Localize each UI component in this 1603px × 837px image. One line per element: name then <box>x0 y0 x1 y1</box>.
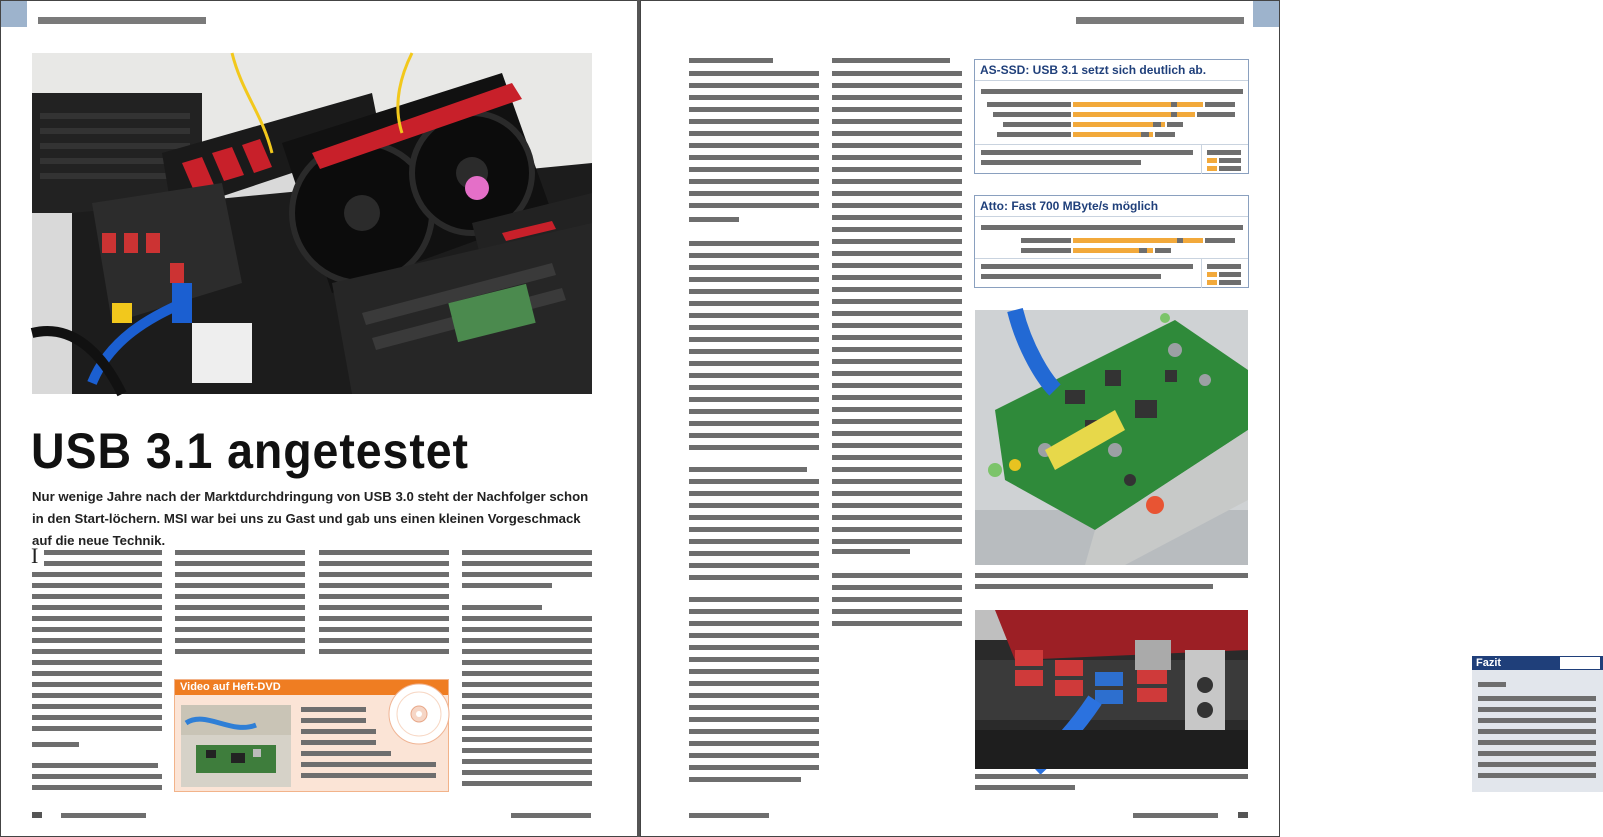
text-line <box>689 58 773 63</box>
text-line <box>462 759 592 764</box>
text-line <box>462 583 552 588</box>
text-line <box>832 515 962 520</box>
chart-box-title: AS-SSD: USB 3.1 setzt sich deutlich ab. <box>980 63 1207 77</box>
text-line <box>462 737 592 742</box>
chart-bar <box>1153 122 1161 127</box>
text-line <box>175 550 305 555</box>
chart-label <box>987 102 1071 107</box>
text-line <box>689 179 819 184</box>
text-line <box>689 681 819 686</box>
text-line <box>32 638 162 643</box>
page-corner-tab <box>1 1 27 27</box>
text-line <box>832 407 962 412</box>
divider <box>975 80 1248 81</box>
text-line <box>689 397 819 402</box>
caption-line <box>975 573 1248 578</box>
text-line <box>319 550 449 555</box>
drop-cap: I <box>31 543 39 568</box>
page-number-marker <box>32 812 42 818</box>
text-line <box>832 287 962 292</box>
text-line <box>462 682 592 687</box>
text-line <box>689 203 819 208</box>
text-line <box>689 373 819 378</box>
running-header <box>1076 17 1244 24</box>
text-line <box>462 748 592 753</box>
text-line <box>981 274 1161 279</box>
hero-photo-motherboard <box>32 53 592 394</box>
text-line <box>689 705 819 710</box>
caption-line <box>975 584 1213 589</box>
text-line <box>832 585 962 590</box>
text-line <box>832 227 962 232</box>
text-line <box>832 299 962 304</box>
text-line <box>832 191 962 196</box>
text-line <box>689 385 819 390</box>
text-line <box>689 717 819 722</box>
text-line <box>689 777 801 782</box>
chart-bar <box>1141 132 1149 137</box>
text-line <box>462 605 542 610</box>
text-line <box>832 383 962 388</box>
text-line <box>689 95 819 100</box>
text-line <box>319 605 449 610</box>
chart-bar <box>1177 112 1195 117</box>
text-line <box>462 616 592 621</box>
text-line <box>1478 682 1506 687</box>
text-line <box>301 729 376 734</box>
text-line <box>832 573 962 578</box>
text-line <box>689 191 819 196</box>
text-line <box>689 241 819 246</box>
text-line <box>462 561 592 566</box>
text-line <box>689 669 819 674</box>
text-line <box>32 605 162 610</box>
chart-bar <box>1073 132 1141 137</box>
legend-line <box>1207 150 1241 155</box>
text-line <box>32 594 162 599</box>
text-line <box>832 419 962 424</box>
text-line <box>832 107 962 112</box>
text-line <box>32 704 162 709</box>
text-line <box>1478 773 1596 778</box>
text-line <box>832 503 962 508</box>
text-line <box>981 264 1193 269</box>
text-line <box>689 445 819 450</box>
text-line <box>32 763 158 768</box>
text-line <box>175 627 305 632</box>
text-line <box>689 657 819 662</box>
text-line <box>462 770 592 775</box>
chart-bar <box>1149 132 1153 137</box>
text-line <box>689 277 819 282</box>
legend-line <box>1219 166 1241 171</box>
text-line <box>32 693 162 698</box>
text-line <box>32 583 162 588</box>
text-line <box>319 583 449 588</box>
chart-box-title: Atto: Fast 700 MByte/s möglich <box>980 199 1159 213</box>
text-line <box>689 107 819 112</box>
text-line <box>832 491 962 496</box>
chart-bar <box>1197 112 1235 117</box>
chart-bar <box>1205 102 1235 107</box>
text-line <box>689 491 819 496</box>
footer-line <box>511 813 591 818</box>
text-line <box>689 217 739 222</box>
text-line <box>832 71 962 76</box>
text-line <box>832 597 962 602</box>
text-line <box>689 539 819 544</box>
text-line <box>689 563 819 568</box>
text-line <box>832 83 962 88</box>
divider <box>975 144 1248 145</box>
text-line <box>832 395 962 400</box>
text-line <box>689 433 819 438</box>
text-line <box>832 609 962 614</box>
text-line <box>32 742 79 747</box>
text-line <box>689 325 819 330</box>
text-line <box>832 431 962 436</box>
text-line <box>832 95 962 100</box>
chart-label <box>993 112 1071 117</box>
text-line <box>301 707 366 712</box>
text-line <box>832 549 910 554</box>
text-line <box>301 762 436 767</box>
text-line <box>689 409 819 414</box>
divider <box>975 258 1248 259</box>
text-line <box>175 572 305 577</box>
chart-bar <box>1073 238 1177 243</box>
right-page <box>640 0 1502 837</box>
dvd-video-box[interactable] <box>174 679 449 792</box>
divider <box>1201 144 1202 174</box>
photo-rear-io-panel <box>975 610 1248 769</box>
text-line <box>832 323 962 328</box>
text-line <box>832 335 962 340</box>
text-line <box>319 594 449 599</box>
chart-label <box>1021 248 1071 253</box>
text-line <box>832 347 962 352</box>
text-line <box>32 660 162 665</box>
text-line <box>462 726 592 731</box>
chart-bar <box>1167 122 1183 127</box>
text-line <box>175 583 305 588</box>
chart-bar <box>1205 238 1235 243</box>
text-line <box>981 150 1193 155</box>
text-line <box>301 740 376 745</box>
footer-line <box>689 813 769 818</box>
fazit-title: Fazit <box>1472 656 1603 670</box>
fazit-box <box>1472 656 1603 792</box>
text-line <box>832 371 962 376</box>
text-line <box>1478 707 1596 712</box>
text-line <box>832 251 962 256</box>
dvd-box-title: Video auf Heft-DVD <box>175 680 448 695</box>
text-line <box>689 265 819 270</box>
text-line <box>689 83 819 88</box>
caption-line <box>975 785 1075 790</box>
text-line <box>1478 718 1596 723</box>
text-line <box>1478 696 1596 701</box>
article-lead: Nur wenige Jahre nach der Marktdurchdringung von USB 3.0 steht der Nachfolger schon in den Start-löchern. MSI war bei uns zu Gast und gab uns einen kleinen Vorgeschmack auf die neue Technik. <box>32 489 589 548</box>
text-line <box>832 275 962 280</box>
legend-swatch <box>1207 280 1217 285</box>
text-line <box>832 311 962 316</box>
text-line <box>832 131 962 136</box>
text-line <box>689 119 819 124</box>
text-line <box>462 693 592 698</box>
text-line <box>689 621 819 626</box>
chart-bar <box>1183 238 1203 243</box>
text-line <box>462 704 592 709</box>
text-line <box>689 515 819 520</box>
benchmark-box-as-ssd <box>974 59 1249 174</box>
text-line <box>462 660 592 665</box>
text-line <box>689 575 819 580</box>
text-line <box>832 119 962 124</box>
text-line <box>1478 762 1596 767</box>
text-line <box>175 638 305 643</box>
legend-line <box>1219 280 1241 285</box>
text-line <box>319 616 449 621</box>
chart-bar <box>1139 248 1147 253</box>
magazine-logo-badge <box>1560 657 1600 669</box>
legend-swatch <box>1207 166 1217 171</box>
text-line <box>832 179 962 184</box>
text-line <box>689 361 819 366</box>
text-line <box>462 781 592 786</box>
text-line <box>689 551 819 556</box>
photo-usb31-card <box>975 310 1248 565</box>
text-line <box>462 638 592 643</box>
page-number-marker <box>1238 812 1248 818</box>
footer-line <box>61 813 146 818</box>
text-line <box>832 621 962 626</box>
legend-swatch <box>1207 158 1217 163</box>
text-line <box>689 693 819 698</box>
text-line <box>32 616 162 621</box>
text-line <box>301 718 366 723</box>
text-line <box>32 572 162 577</box>
text-line <box>689 301 819 306</box>
caption-line <box>975 774 1248 779</box>
text-line <box>301 773 436 778</box>
text-line <box>319 561 449 566</box>
text-line <box>689 645 819 650</box>
text-line <box>462 715 592 720</box>
text-line <box>689 741 819 746</box>
text-line <box>689 349 819 354</box>
text-line <box>32 649 162 654</box>
text-line <box>462 627 592 632</box>
text-line <box>689 729 819 734</box>
text-line <box>44 550 162 555</box>
divider <box>975 216 1248 217</box>
chart-bar <box>1155 248 1171 253</box>
text-line <box>689 609 819 614</box>
text-line <box>832 203 962 208</box>
text-line <box>689 253 819 258</box>
text-line <box>1478 729 1596 734</box>
text-line <box>32 671 162 676</box>
text-line <box>175 561 305 566</box>
text-line <box>832 58 950 63</box>
text-line <box>319 572 449 577</box>
text-line <box>832 527 962 532</box>
text-line <box>689 131 819 136</box>
chart-bar <box>1073 112 1171 117</box>
text-line <box>1478 751 1596 756</box>
legend-swatch <box>1207 272 1217 277</box>
footer-line <box>1133 813 1218 818</box>
chart-bar <box>1073 122 1153 127</box>
text-line <box>32 774 162 779</box>
text-line <box>689 313 819 318</box>
dvd-disc-icon <box>387 682 451 746</box>
divider <box>1201 258 1202 288</box>
text-line <box>462 671 592 676</box>
chart-bar <box>1073 102 1171 107</box>
left-page <box>0 0 640 837</box>
text-line <box>689 421 819 426</box>
text-line <box>689 527 819 532</box>
text-line <box>689 289 819 294</box>
text-line <box>689 633 819 638</box>
page-corner-tab <box>1253 1 1279 27</box>
legend-line <box>1219 158 1241 163</box>
text-line <box>689 503 819 508</box>
legend-line <box>1219 272 1241 277</box>
text-line <box>462 649 592 654</box>
text-line <box>832 239 962 244</box>
text-line <box>1478 740 1596 745</box>
text-line <box>832 479 962 484</box>
text-line <box>832 455 962 460</box>
chart-bar <box>1155 132 1175 137</box>
text-line <box>689 597 819 602</box>
text-line <box>689 479 819 484</box>
text-line <box>175 649 305 654</box>
text-line <box>832 359 962 364</box>
text-line <box>832 467 962 472</box>
text-line <box>689 753 819 758</box>
text-line <box>981 89 1243 94</box>
text-line <box>832 143 962 148</box>
text-line <box>32 785 162 790</box>
text-line <box>832 443 962 448</box>
chart-label <box>1021 238 1071 243</box>
chart-label <box>1003 122 1071 127</box>
article-title: USB 3.1 angetestet <box>31 423 469 479</box>
dvd-video-thumbnail[interactable] <box>181 705 291 787</box>
text-line <box>832 215 962 220</box>
text-line <box>689 765 819 770</box>
text-line <box>175 605 305 610</box>
chart-bar <box>1177 102 1203 107</box>
chart-bar <box>1161 122 1165 127</box>
text-line <box>689 155 819 160</box>
text-line <box>689 167 819 172</box>
text-line <box>462 572 592 577</box>
text-line <box>32 682 162 687</box>
text-line <box>689 467 807 472</box>
text-line <box>32 715 162 720</box>
chart-bar <box>1073 248 1139 253</box>
text-line <box>832 263 962 268</box>
text-line <box>175 594 305 599</box>
text-line <box>981 225 1243 230</box>
text-line <box>832 155 962 160</box>
text-line <box>832 167 962 172</box>
text-line <box>689 337 819 342</box>
text-line <box>981 160 1141 165</box>
text-line <box>319 627 449 632</box>
text-line <box>301 751 391 756</box>
text-line <box>44 561 162 566</box>
text-line <box>832 539 962 544</box>
running-header <box>38 17 206 24</box>
text-line <box>462 550 592 555</box>
legend-line <box>1207 264 1241 269</box>
text-line <box>319 649 449 654</box>
text-line <box>32 627 162 632</box>
text-line <box>689 143 819 148</box>
text-line <box>689 71 819 76</box>
text-line <box>175 616 305 621</box>
chart-bar <box>1147 248 1153 253</box>
text-line <box>32 726 162 731</box>
benchmark-box-atto <box>974 195 1249 288</box>
text-line <box>319 638 449 643</box>
chart-label <box>997 132 1071 137</box>
